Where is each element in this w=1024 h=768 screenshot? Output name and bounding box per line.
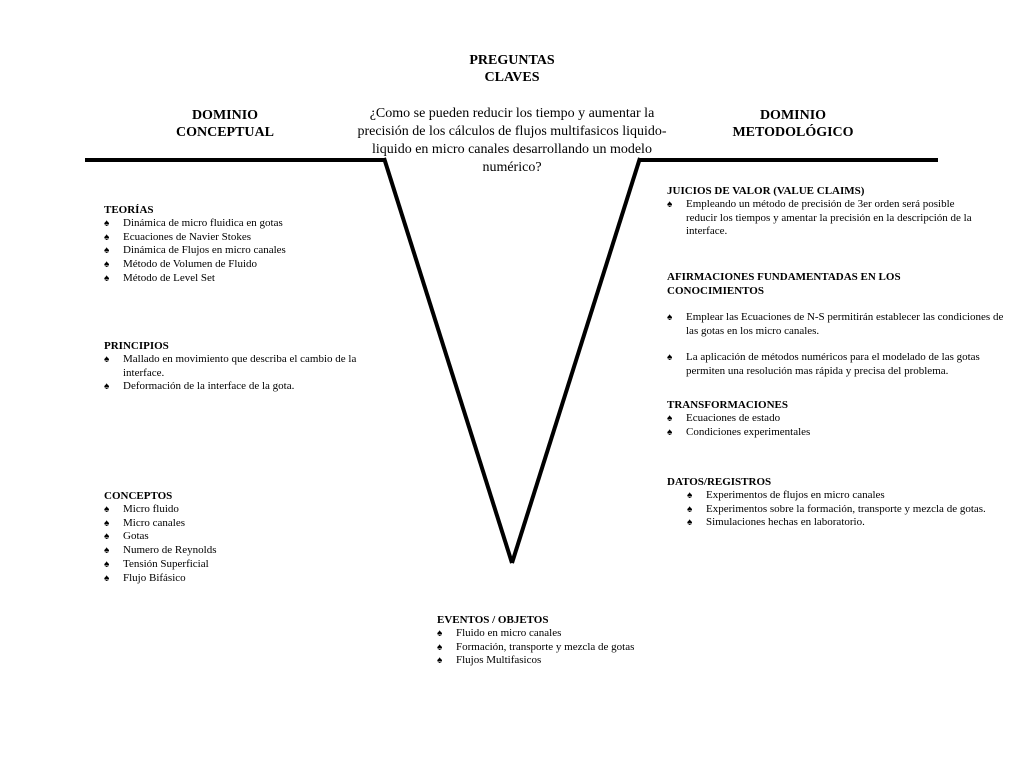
theories-list bbox=[104, 217, 374, 286]
methodological-title-line1: DOMINIO bbox=[759, 108, 827, 123]
spade-bullet-icon: ♠ bbox=[104, 218, 110, 229]
list-item: ♠ Condiciones experimentales bbox=[667, 425, 811, 438]
questions-title-line2: CLAVES bbox=[484, 70, 540, 85]
spade-bullet-icon: ♠ bbox=[667, 312, 673, 323]
events-list bbox=[437, 627, 697, 668]
spade-bullet-icon: ♠ bbox=[687, 490, 693, 501]
spade-bullet-icon: ♠ bbox=[437, 628, 443, 639]
theories-section bbox=[104, 203, 374, 286]
spade-bullet-icon: ♠ bbox=[104, 381, 110, 393]
list-item: ♠ Empleando un método de precisión de 3er orden será posible reducir los tiempos y amentar la precisión en la descripción de la interface. bbox=[667, 198, 972, 238]
spade-bullet-icon: ♠ bbox=[104, 572, 110, 584]
list-item: ♠ Ecuaciones de estado bbox=[667, 412, 781, 424]
concepts-title: CONCEPTOS bbox=[104, 490, 173, 502]
list-item: ♠ Flujo Bifásico bbox=[104, 571, 186, 584]
spade-bullet-icon: ♠ bbox=[104, 245, 110, 257]
transformations-list bbox=[667, 412, 987, 439]
list-item: ♠ Flujos Multifasicos bbox=[437, 654, 542, 667]
conceptual-title-line1: DOMINIO bbox=[191, 108, 259, 123]
list-item: ♠ Gotas bbox=[104, 530, 149, 543]
list-item: ♠ Deformación de la interface de la gota. bbox=[104, 380, 295, 393]
list-item: ♠ Fluido en micro canales bbox=[437, 627, 562, 639]
spade-bullet-icon: ♠ bbox=[104, 531, 110, 543]
value-claims-title: JUICIOS DE VALOR (VALUE CLAIMS) bbox=[667, 185, 865, 197]
spade-bullet-icon: ♠ bbox=[667, 352, 673, 364]
spade-bullet-icon: ♠ bbox=[687, 503, 693, 515]
value-claims-list bbox=[667, 198, 987, 239]
transformations-title: TRANSFORMACIONES bbox=[667, 399, 789, 411]
records-list bbox=[687, 489, 1012, 530]
list-item: ♠ Mallado en movimiento que describa el cambio de la interface. bbox=[104, 353, 357, 379]
spade-bullet-icon: ♠ bbox=[104, 354, 110, 365]
list-item: ♠ La aplicación de métodos numéricos para el modelado de las gotas permiten una resolución mas rápida y precisa del problema. bbox=[667, 351, 980, 378]
right-arm-diagonal bbox=[512, 158, 640, 563]
list-item: ♠ Experimentos sobre la formación, transporte y mezcla de gotas. bbox=[687, 502, 986, 515]
spade-bullet-icon: ♠ bbox=[104, 504, 110, 515]
records-section bbox=[667, 475, 1012, 530]
spade-bullet-icon: ♠ bbox=[104, 231, 110, 243]
list-item: ♠ Formación, transporte y mezcla de gotas bbox=[437, 640, 635, 653]
concepts-section bbox=[104, 489, 374, 585]
events-title: EVENTOS / OBJETOS bbox=[437, 614, 549, 626]
theories-title: TEORÍAS bbox=[104, 204, 154, 216]
list-item: ♠ Dinámica de Flujos en micro canales bbox=[104, 244, 286, 257]
list-item: ♠ Método de Level Set bbox=[104, 271, 215, 284]
spade-bullet-icon: ♠ bbox=[687, 517, 693, 529]
methodological-domain-title bbox=[718, 107, 868, 141]
spade-bullet-icon: ♠ bbox=[104, 272, 110, 284]
conceptual-domain-title bbox=[150, 107, 300, 141]
list-item: ♠ Método de Volumen de Fluido bbox=[104, 258, 258, 271]
records-title: DATOS/REGISTROS bbox=[667, 476, 772, 488]
value-claims-section bbox=[667, 184, 987, 239]
list-item: ♠ Simulaciones hechas en laboratorio. bbox=[687, 516, 865, 529]
events-section bbox=[437, 613, 697, 668]
list-item: ♠ Experimentos de flujos en micro canales bbox=[687, 489, 885, 501]
methodological-title-line2: METODOLÓGICO bbox=[732, 125, 854, 140]
spade-bullet-icon: ♠ bbox=[667, 199, 673, 210]
key-question-text: ¿Como se pueden reducir los tiempo y aumentar la precisión de los cálculos de flujos multifasicos liquido-liquido en micro canales desarrollando un modelo numérico? bbox=[357, 106, 667, 175]
list-item: ♠ Ecuaciones de Navier Stokes bbox=[104, 230, 251, 243]
spade-bullet-icon: ♠ bbox=[104, 259, 110, 271]
principles-list bbox=[104, 353, 374, 394]
list-item: ♠ Dinámica de micro fluidica en gotas bbox=[104, 217, 283, 229]
concepts-list bbox=[104, 503, 374, 585]
list-item: ♠ Emplear las Ecuaciones de N-S permitirán establecer las condiciones de las gotas en los micro canales. bbox=[667, 311, 1004, 337]
principles-section bbox=[104, 339, 374, 394]
spade-bullet-icon: ♠ bbox=[104, 517, 110, 529]
knowledge-claims-section bbox=[667, 270, 1005, 379]
transformations-section bbox=[667, 398, 987, 439]
left-arm-diagonal bbox=[384, 158, 512, 563]
list-item: ♠ Numero de Reynolds bbox=[104, 544, 217, 557]
list-item: ♠ Micro canales bbox=[104, 516, 185, 529]
knowledge-claims-title: AFIRMACIONES FUNDAMENTADAS EN LOS CONOCIMIENTOS bbox=[667, 271, 901, 297]
spade-bullet-icon: ♠ bbox=[437, 641, 443, 653]
list-item: ♠ Tensión Superficial bbox=[104, 557, 209, 570]
spade-bullet-icon: ♠ bbox=[667, 413, 673, 424]
spade-bullet-icon: ♠ bbox=[104, 545, 110, 557]
knowledge-claims-list bbox=[667, 311, 1005, 379]
questions-title bbox=[412, 52, 612, 86]
spade-bullet-icon: ♠ bbox=[437, 655, 443, 667]
spade-bullet-icon: ♠ bbox=[104, 558, 110, 570]
list-item: ♠ Micro fluido bbox=[104, 503, 179, 515]
conceptual-title-line2: CONCEPTUAL bbox=[175, 125, 274, 140]
questions-title-line1: PREGUNTAS bbox=[469, 53, 555, 68]
principles-title: PRINCIPIOS bbox=[104, 340, 169, 352]
spade-bullet-icon: ♠ bbox=[667, 426, 673, 438]
